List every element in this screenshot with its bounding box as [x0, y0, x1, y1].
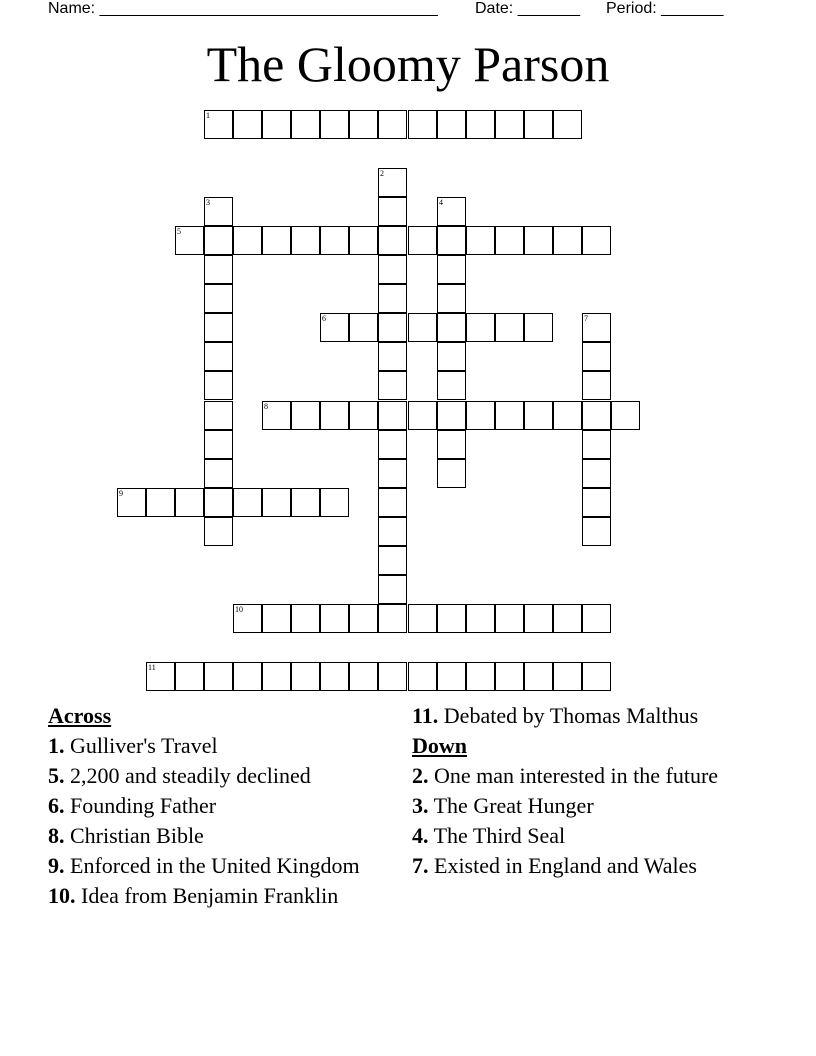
clue-number: 5.: [48, 763, 65, 788]
crossword-cell[interactable]: [204, 284, 233, 313]
crossword-cell[interactable]: [378, 430, 407, 459]
cell-number: 3: [206, 198, 210, 207]
crossword-cell[interactable]: [378, 197, 407, 226]
crossword-cell[interactable]: [466, 110, 495, 139]
clues-column-left: [48, 703, 393, 913]
crossword-cell[interactable]: [262, 488, 291, 517]
clue-text: Enforced in the United Kingdom: [70, 853, 360, 878]
crossword-cell[interactable]: [233, 604, 262, 633]
crossword-cell[interactable]: [582, 313, 611, 342]
crossword-cell[interactable]: [291, 662, 320, 691]
date-field[interactable]: Date: _______: [475, 0, 580, 17]
period-field[interactable]: Period: _______: [606, 0, 724, 17]
clue-across-11: [412, 703, 762, 728]
crossword-cell[interactable]: [320, 313, 349, 342]
clue-number: 11.: [412, 703, 439, 728]
crossword-cell[interactable]: [378, 546, 407, 575]
clue-down-3: [412, 793, 762, 818]
cell-number: 9: [119, 489, 123, 498]
crossword-cell[interactable]: [408, 604, 437, 633]
crossword-cell[interactable]: [175, 226, 204, 255]
crossword-cell[interactable]: [291, 110, 320, 139]
clue-number: 9.: [48, 853, 65, 878]
crossword-cell[interactable]: [378, 459, 407, 488]
clue-across-8: [48, 823, 393, 848]
crossword-cell[interactable]: [495, 662, 524, 691]
clue-text: Idea from Benjamin Franklin: [81, 883, 339, 908]
crossword-cell[interactable]: [495, 110, 524, 139]
clues-column-right: [412, 703, 762, 883]
crossword-cell[interactable]: [582, 604, 611, 633]
crossword-cell[interactable]: [437, 662, 466, 691]
crossword-cell[interactable]: [349, 313, 378, 342]
clue-number: 2.: [412, 763, 429, 788]
crossword-cell[interactable]: [524, 662, 553, 691]
crossword-cell[interactable]: [146, 488, 175, 517]
crossword-cell[interactable]: [291, 604, 320, 633]
crossword-cell[interactable]: [553, 662, 582, 691]
down-heading: Down: [412, 733, 468, 758]
crossword-cell[interactable]: [378, 255, 407, 284]
crossword-cell[interactable]: [582, 459, 611, 488]
crossword-cell[interactable]: [262, 401, 291, 430]
clue-number: 8.: [48, 823, 65, 848]
crossword-cell[interactable]: [204, 517, 233, 546]
crossword-cell[interactable]: [437, 401, 466, 430]
crossword-cell[interactable]: [437, 226, 466, 255]
crossword-cell[interactable]: [582, 430, 611, 459]
crossword-cell[interactable]: [495, 313, 524, 342]
crossword-cell[interactable]: [204, 371, 233, 400]
crossword-cell[interactable]: [349, 401, 378, 430]
crossword-cell[interactable]: [466, 604, 495, 633]
crossword-cell[interactable]: [320, 488, 349, 517]
clue-text: The Third Seal: [433, 823, 566, 848]
crossword-cell[interactable]: [262, 110, 291, 139]
crossword-cell[interactable]: [349, 110, 378, 139]
crossword-cell[interactable]: [204, 662, 233, 691]
crossword-cell[interactable]: [495, 604, 524, 633]
clue-text: The Great Hunger: [433, 793, 594, 818]
crossword-cell[interactable]: [204, 459, 233, 488]
crossword-cell[interactable]: [378, 342, 407, 371]
crossword-cell[interactable]: [495, 401, 524, 430]
crossword-cell[interactable]: [378, 110, 407, 139]
crossword-cell[interactable]: [204, 255, 233, 284]
cell-number: 1: [206, 111, 210, 120]
crossword-cell[interactable]: [437, 255, 466, 284]
clue-number: 3.: [412, 793, 429, 818]
clue-across-1: [48, 733, 393, 758]
crossword-cell[interactable]: [233, 110, 262, 139]
crossword-cell[interactable]: [262, 662, 291, 691]
crossword-cell[interactable]: [466, 313, 495, 342]
crossword-cell[interactable]: [582, 226, 611, 255]
crossword-cell[interactable]: [553, 226, 582, 255]
crossword-cell[interactable]: [291, 226, 320, 255]
crossword-cell[interactable]: [291, 401, 320, 430]
crossword-cell[interactable]: [204, 226, 233, 255]
crossword-cell[interactable]: [524, 604, 553, 633]
clue-down-7: [412, 853, 762, 878]
page-title: The Gloomy Parson: [206, 36, 610, 92]
clue-text: Existed in England and Wales: [434, 853, 697, 878]
crossword-cell[interactable]: [349, 662, 378, 691]
across-heading: Across: [48, 703, 112, 728]
crossword-cell[interactable]: [524, 401, 553, 430]
clue-number: 6.: [48, 793, 65, 818]
crossword-cell[interactable]: [320, 110, 349, 139]
crossword-cell[interactable]: [437, 430, 466, 459]
crossword-cell[interactable]: [349, 604, 378, 633]
clue-number: 7.: [412, 853, 429, 878]
crossword-cell[interactable]: [204, 488, 233, 517]
crossword-cell[interactable]: [204, 401, 233, 430]
crossword-cell[interactable]: [466, 401, 495, 430]
clue-across-6: [48, 793, 393, 818]
cell-number: 6: [322, 314, 326, 323]
crossword-cell[interactable]: [437, 459, 466, 488]
crossword-cell[interactable]: [320, 226, 349, 255]
crossword-cell[interactable]: [582, 401, 611, 430]
crossword-cell[interactable]: [495, 226, 524, 255]
crossword-cell[interactable]: [553, 604, 582, 633]
crossword-cell[interactable]: [524, 226, 553, 255]
crossword-cell[interactable]: [204, 197, 233, 226]
clue-text: One man interested in the future: [434, 763, 719, 788]
crossword-cell[interactable]: [408, 226, 437, 255]
crossword-cell[interactable]: [378, 168, 407, 197]
crossword-cell[interactable]: [582, 342, 611, 371]
crossword-cell[interactable]: [437, 342, 466, 371]
crossword-cell[interactable]: [233, 662, 262, 691]
clue-text: Christian Bible: [70, 823, 204, 848]
crossword-cell[interactable]: [611, 401, 640, 430]
crossword-cell[interactable]: [262, 604, 291, 633]
crossword-cell[interactable]: [320, 662, 349, 691]
crossword-cell[interactable]: [146, 662, 175, 691]
crossword-cell[interactable]: [524, 110, 553, 139]
crossword-cell[interactable]: [378, 517, 407, 546]
crossword-cell[interactable]: [437, 110, 466, 139]
crossword-cell[interactable]: [437, 284, 466, 313]
clue-text: Debated by Thomas Malthus: [443, 703, 699, 728]
crossword-cell[interactable]: [524, 313, 553, 342]
cell-number: 7: [584, 314, 588, 323]
cell-number: 8: [264, 402, 268, 411]
crossword-cell[interactable]: [378, 371, 407, 400]
crossword-cell[interactable]: [582, 371, 611, 400]
crossword-cell[interactable]: [437, 197, 466, 226]
name-field[interactable]: Name: ______________________________________: [48, 0, 438, 17]
crossword-cell[interactable]: [437, 313, 466, 342]
crossword-cell[interactable]: [320, 401, 349, 430]
clue-text: 2,200 and steadily declined: [70, 763, 311, 788]
crossword-cell[interactable]: [437, 371, 466, 400]
clue-down-4: [412, 823, 762, 848]
clue-number: 1.: [48, 733, 65, 758]
crossword-cell[interactable]: [378, 284, 407, 313]
crossword-cell[interactable]: [378, 313, 407, 342]
crossword-cell[interactable]: [204, 110, 233, 139]
clue-across-9: [48, 853, 393, 878]
crossword-cell[interactable]: [582, 488, 611, 517]
cell-number: 2: [380, 169, 384, 178]
crossword-cell[interactable]: [378, 604, 407, 633]
crossword-cell[interactable]: [204, 430, 233, 459]
crossword-cell[interactable]: [408, 401, 437, 430]
crossword-cell[interactable]: [204, 313, 233, 342]
clue-text: Founding Father: [70, 793, 217, 818]
crossword-cell[interactable]: [582, 517, 611, 546]
clue-across-10: [48, 883, 393, 908]
crossword-cell[interactable]: [233, 488, 262, 517]
crossword-cell[interactable]: [291, 488, 320, 517]
cell-number: 10: [235, 605, 243, 614]
crossword-cell[interactable]: [378, 575, 407, 604]
crossword-cell[interactable]: [466, 226, 495, 255]
crossword-cell[interactable]: [408, 662, 437, 691]
crossword-cell[interactable]: [582, 662, 611, 691]
crossword-cell[interactable]: [437, 604, 466, 633]
crossword-cell[interactable]: [378, 401, 407, 430]
clue-number: 10.: [48, 883, 76, 908]
crossword-cell[interactable]: [553, 401, 582, 430]
crossword-cell[interactable]: [262, 226, 291, 255]
crossword-cell[interactable]: [117, 488, 146, 517]
crossword-cell[interactable]: [175, 488, 204, 517]
crossword-cell[interactable]: [320, 604, 349, 633]
crossword-cell[interactable]: [233, 226, 262, 255]
cell-number: 11: [148, 663, 156, 672]
crossword-cell[interactable]: [553, 110, 582, 139]
clue-number: 4.: [412, 823, 429, 848]
clue-down-2: [412, 763, 762, 788]
crossword-cell[interactable]: [378, 488, 407, 517]
clue-across-5: [48, 763, 393, 788]
crossword-cell[interactable]: [408, 313, 437, 342]
crossword-cell[interactable]: [204, 342, 233, 371]
crossword-cell[interactable]: [175, 662, 204, 691]
clue-text: Gulliver's Travel: [70, 733, 218, 758]
crossword-cell[interactable]: [408, 110, 437, 139]
cell-number: 4: [439, 198, 443, 207]
cell-number: 5: [177, 227, 181, 236]
crossword-cell[interactable]: [349, 226, 378, 255]
crossword-cell[interactable]: [378, 226, 407, 255]
crossword-cell[interactable]: [378, 662, 407, 691]
crossword-cell[interactable]: [466, 662, 495, 691]
